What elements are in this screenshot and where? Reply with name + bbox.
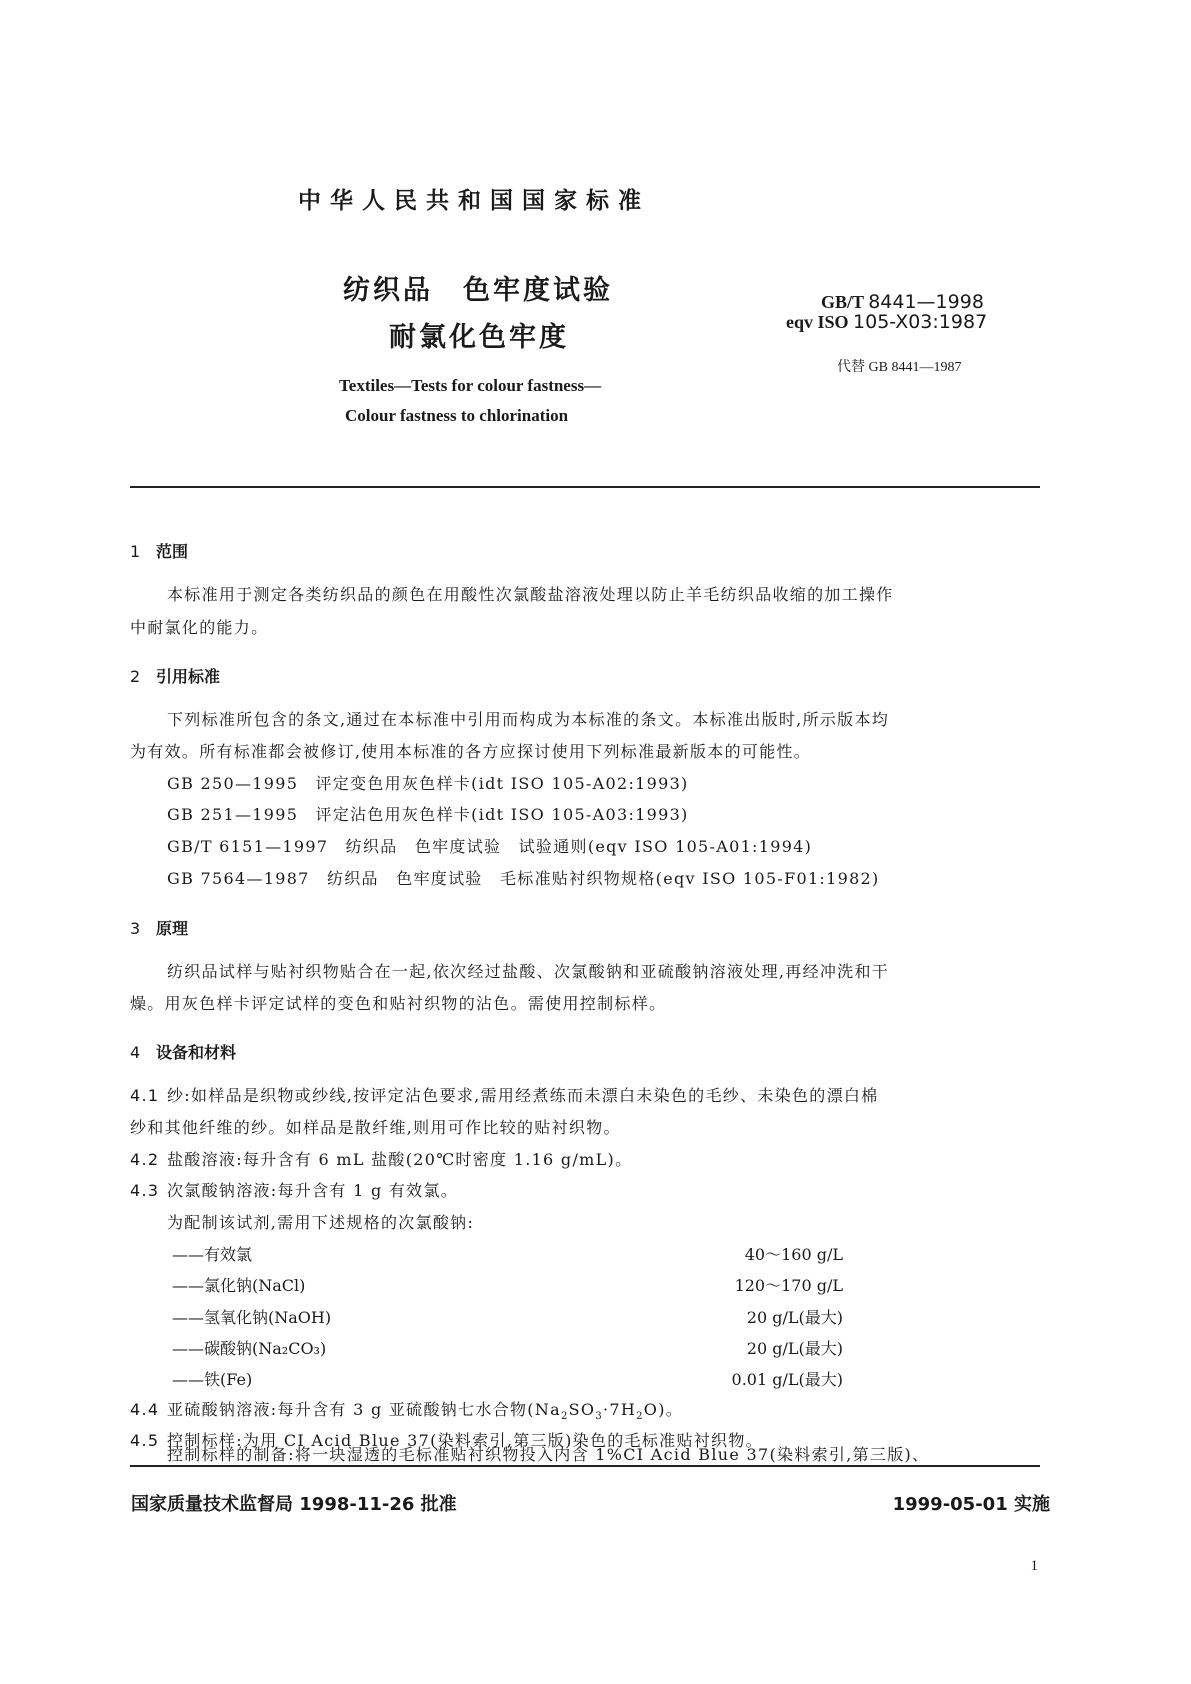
equivalent-standard-number: 105-X03:1987 <box>853 311 988 333</box>
header-divider <box>130 486 1040 488</box>
section-2-para-line1: 下列标准所包含的条文,通过在本标准中引用而构成为本标准的条文。本标准出版时,所示版本均 <box>167 710 890 729</box>
spec-name: ——有效氯 <box>172 1245 253 1264</box>
item-4-3-intro: 为配制该试剂,需用下述规格的次氯酸钠: <box>167 1213 475 1232</box>
equivalent-standard <box>786 311 987 333</box>
spec-value: 40～160 g/L <box>744 1245 843 1264</box>
title-cn-line2: 耐氯化色牢度 <box>389 322 569 353</box>
reference-standard: GB 7564—1987 纺织品 色牢度试验 毛标准贴衬织物规格(eqv ISO 105-F01:1982) <box>167 869 880 888</box>
section-3-para-line2: 燥。用灰色样卡评定试样的变色和贴衬织物的沾色。需使用控制标样。 <box>130 994 667 1013</box>
item-number: 4.5 <box>130 1431 160 1450</box>
national-standard-heading: 中华人民共和国国家标准 <box>298 188 650 214</box>
standard-code-prefix: GB/T <box>821 292 864 312</box>
item-4-1-line2: 纱和其他纤维的纱。如样品是散纤维,则用可作比较的贴衬织物。 <box>130 1118 621 1137</box>
section-number: 3 <box>130 919 141 938</box>
item-text: SO <box>568 1400 596 1419</box>
replaces-standard: 代替 GB 8441—1987 <box>837 360 962 375</box>
section-number: 1 <box>130 542 141 561</box>
spec-value: 0.01 g/L(最大) <box>731 1370 843 1389</box>
section-number: 4 <box>130 1043 141 1062</box>
item-text: O)。 <box>643 1400 684 1419</box>
item-number: 4.1 <box>130 1086 160 1105</box>
item-text: ·7H <box>602 1400 637 1419</box>
spec-name: ——氢氧化钠(NaOH) <box>172 1308 332 1327</box>
spec-value: 20 g/L(最大) <box>746 1308 843 1327</box>
section-1-para-line1: 本标准用于测定各类纺织品的颜色在用酸性次氯酸盐溶液处理以防止羊毛纺织品收缩的加工操作 <box>167 585 894 604</box>
item-4-2 <box>130 1147 632 1170</box>
title-en-line1: Textiles—Tests for colour fastness— <box>339 376 602 395</box>
standard-code <box>821 291 984 313</box>
spec-name: ——铁(Fe) <box>172 1370 253 1389</box>
item-number: 4.2 <box>130 1150 160 1169</box>
section-title: 原理 <box>156 919 189 938</box>
section-title: 范围 <box>156 542 189 561</box>
item-text: 控制标样:为用 CI Acid Blue 37(染料索引,第三版)染色的毛标准贴衬织物。 <box>167 1431 763 1450</box>
item-4-3 <box>130 1178 458 1201</box>
section-3-para-line1: 纺织品试样与贴衬织物贴合在一起,依次经过盐酸、次氯酸钠和亚硫酸钠溶液处理,再经冲洗和干 <box>167 962 890 981</box>
footer-divider <box>130 1465 1040 1467</box>
item-number: 4.4 <box>130 1400 160 1419</box>
approval-info: 国家质量技术监督局 1998-11-26 批准 <box>131 1494 457 1515</box>
section-number: 2 <box>130 667 141 686</box>
reference-standard: GB 250—1995 评定变色用灰色样卡(idt ISO 105-A02:1993) <box>167 774 689 793</box>
standard-code-number: 8441—1998 <box>868 291 984 313</box>
equivalent-standard-prefix: eqv ISO <box>786 312 849 332</box>
reference-standard: GB 251—1995 评定沾色用灰色样卡(idt ISO 105-A03:1993) <box>167 805 689 824</box>
section-1-para-line2: 中耐氯化的能力。 <box>130 618 269 637</box>
section-1-heading <box>130 539 188 562</box>
section-3-heading <box>130 916 188 939</box>
section-title: 引用标准 <box>156 667 221 686</box>
section-2-heading <box>130 664 220 687</box>
item-4-5-prep: 控制标样的制备:将一块湿透的毛标准贴衬织物投入内含 1%CI Acid Blue 37(染料索引,第三版)、 <box>167 1445 930 1464</box>
spec-value: 20 g/L(最大) <box>746 1339 843 1358</box>
item-text: 纱:如样品是织物或纱线,按评定沾色要求,需用经煮练而未漂白未染色的毛纱、未染色的漂白棉 <box>167 1086 879 1105</box>
section-4-heading <box>130 1040 236 1063</box>
page-number: 1 <box>1030 1558 1038 1574</box>
section-title: 设备和材料 <box>156 1043 237 1062</box>
reference-standard: GB/T 6151—1997 纺织品 色牢度试验 试验通则(eqv ISO 105-A01:1994) <box>167 837 813 856</box>
item-number: 4.3 <box>130 1181 160 1200</box>
title-cn-line1: 纺织品 色牢度试验 <box>343 275 613 306</box>
spec-value: 120～170 g/L <box>734 1276 843 1295</box>
section-2-para-line2: 为有效。所有标准都会被修订,使用本标准的各方应探讨使用下列标准最新版本的可能性。 <box>130 742 812 761</box>
spec-name: ——氯化钠(NaCl) <box>172 1276 306 1295</box>
title-en-line2: Colour fastness to chlorination <box>345 406 569 425</box>
implementation-date: 1999-05-01 实施 <box>892 1494 1050 1515</box>
item-text: 盐酸溶液:每升含有 6 mL 盐酸(20℃时密度 1.16 g/mL)。 <box>167 1150 633 1169</box>
item-4-1-line1 <box>130 1083 878 1106</box>
spec-name: ——碳酸钠(Na₂CO₃) <box>172 1339 327 1358</box>
item-text: 亚硫酸钠溶液:每升含有 3 g 亚硫酸钠七水合物(Na <box>167 1400 561 1419</box>
item-text: 次氯酸钠溶液:每升含有 1 g 有效氯。 <box>167 1181 459 1200</box>
item-4-4: 4.4 亚硫酸钠溶液:每升含有 3 g 亚硫酸钠七水合物$(Na_2SO_3\cdot 7H_2O)$。 <box>130 1400 684 1423</box>
